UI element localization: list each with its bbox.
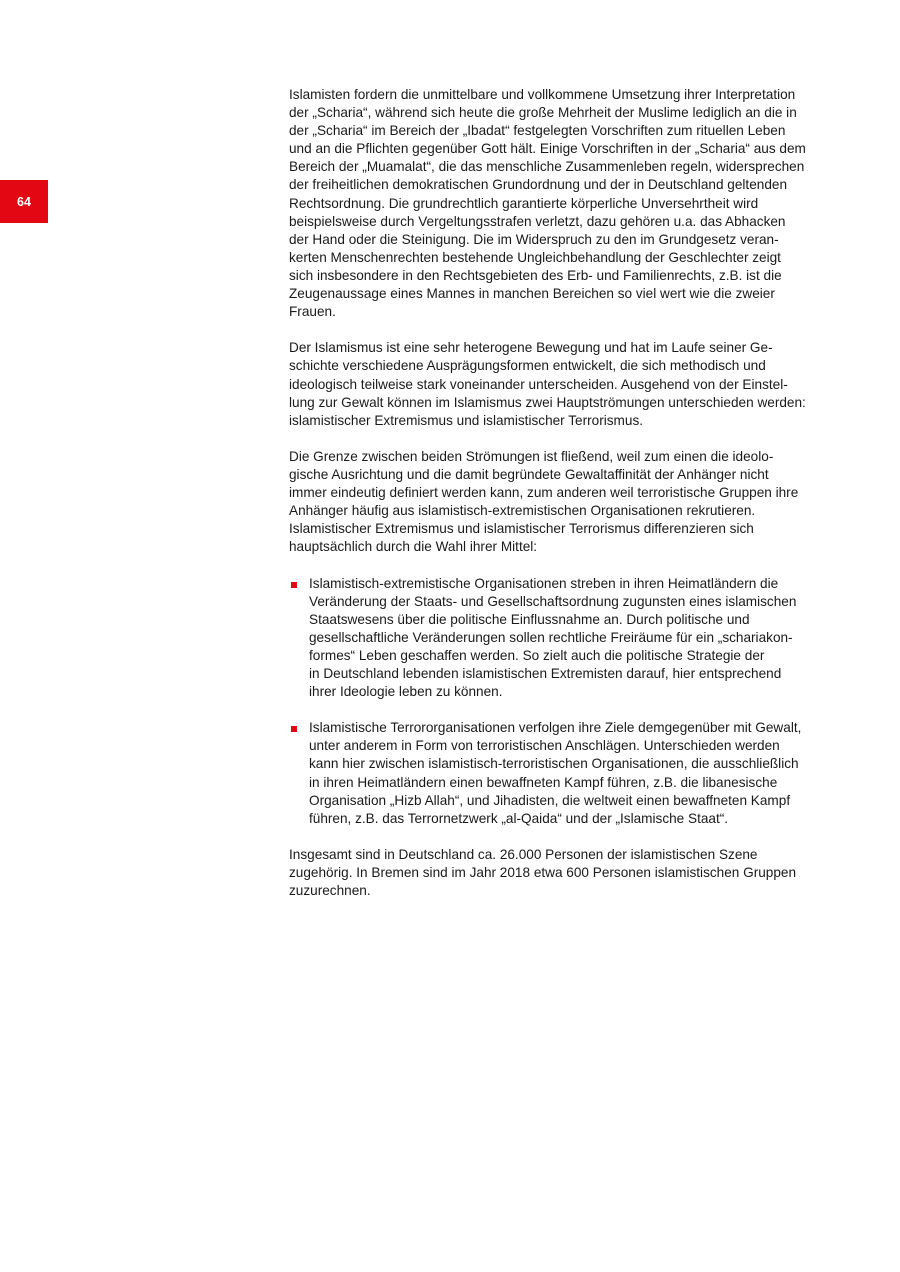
text-line: der freiheitlichen demokratischen Grundordnung und der in Deutschland geltenden [289,177,788,193]
closing-paragraph [289,846,837,900]
text-line: formes“ Leben geschaffen werden. So zielt auch die politische Strategie der [309,647,765,663]
text-line: Organisation „Hizb Allah“, und Jihadisten, die weltweit einen bewaffneten Kampf [309,792,791,808]
text-line: in Deutschland lebenden islamistischen Extremisten darauf, hier entsprechend [309,666,782,681]
text-line: ideologisch teilweise stark voneinander unterscheiden. Ausgehend von der Einstel- [289,376,788,392]
text-line: führen, z.B. das Terrornetzwerk „al-Qaida“ und der „Islamische Staat“. [309,810,729,826]
text-line: Zeugenaussage eines Mannes in manchen Bereichen so viel wert wie die zweier [289,286,775,302]
paragraph [289,339,837,429]
text-line: immer eindeutig definiert werden kann, zum anderen weil terroristische Gruppen ihre [289,485,799,501]
bullet-item [289,575,837,702]
intro-paragraphs [289,86,837,556]
text-line: Islamisten fordern die unmittelbare und vollkommene Umsetzung ihrer Interpretation [289,87,796,102]
text-line: Islamistische Terrororganisationen verfolgen ihre Ziele demgegenüber mit Gewalt, [309,720,802,736]
text-line: in ihren Heimatländern einen bewaffneten Kampf führen, z.B. die libanesische [309,774,778,790]
text-line: sich insbesondere in den Rechtsgebieten des Erb- und Familienrechts, z.B. ist die [289,267,782,283]
text-line: lung zur Gewalt können im Islamismus zwei Hauptströmungen unterschieden werden: [289,394,806,410]
text-line: Islamistischer Extremismus und islamistischer Terrorismus differenzieren sich [289,521,754,537]
paragraph [289,86,837,321]
text-line: hauptsächlich durch die Wahl ihrer Mittel: [289,539,538,555]
square-bullet-icon [291,582,297,588]
text-line: schichte verschiedene Ausprägungsformen entwickelt, die sich methodisch und [289,358,766,374]
text-line: zuzurechnen. [289,883,371,899]
text-line: ihrer Ideologie leben zu können. [309,684,503,700]
text-line: der Hand oder die Steinigung. Die im Widerspruch zu den im Grundgesetz veran- [289,231,779,247]
text-line: Staatswesens über die politische Einflussnahme an. Durch politische und [309,611,750,627]
text-line: Islamistisch-extremistische Organisationen streben in ihren Heimatländern die [309,575,779,591]
text-line: kerten Menschenrechten bestehende Ungleichbehandlung der Geschlechter zeigt [289,249,781,265]
text-line: Rechtsordnung. Die grundrechtlich garantierte körperliche Unversehrtheit wird [289,195,759,211]
text-line: gische Ausrichtung und die damit begründete Gewaltaffinität der Anhänger nicht [289,466,769,482]
page-number-tab [0,180,48,223]
square-bullet-icon [291,726,297,732]
bullet-item [289,719,837,828]
text-line: der „Scharia“, während sich heute die große Mehrheit der Muslime lediglich an die in [289,105,797,121]
text-line: islamistischer Extremismus und islamistischer Terrorismus. [289,412,644,428]
text-line: gesellschaftliche Veränderungen sollen rechtliche Freiräume für ein „schariakon- [309,629,793,645]
text-line: unter anderem in Form von terroristischen Anschlägen. Unterschieden werden [309,738,780,754]
text-line: Anhänger häufig aus islamistisch-extremistischen Organisationen rekrutieren. [289,503,756,519]
text-line: kann hier zwischen islamistisch-terroristischen Organisationen, die ausschließlich [309,756,799,772]
page-number: 64 [17,194,31,209]
text-line: Die Grenze zwischen beiden Strömungen ist fließend, weil zum einen die ideolo- [289,448,774,464]
text-line: Der Islamismus ist eine sehr heterogene Bewegung und hat im Laufe seiner Ge- [289,340,773,356]
text-line: Frauen. [289,304,336,320]
text-line: Insgesamt sind in Deutschland ca. 26.000 Personen der islamistischen Szene [289,846,758,862]
text-line: zugehörig. In Bremen sind im Jahr 2018 etwa 600 Personen islamistischen Gruppen [289,865,797,881]
text-line: beispielsweise durch Vergeltungsstrafen verletzt, dazu gehören u.a. das Abhacken [289,213,786,229]
text-line: Bereich der „Muamalat“, die das menschliche Zusammenleben regeln, widersprechen [289,159,805,175]
body-text [289,86,837,918]
text-line: der „Scharia“ im Bereich der „Ibadat“ festgelegten Vorschriften zum rituellen Leben [289,123,786,139]
paragraph [289,448,837,557]
text-line: und an die Pflichten gegenüber Gott hält. Einige Vorschriften in der „Scharia“ aus dem [289,141,806,157]
bullet-list [289,575,837,828]
text-line: Veränderung der Staats- und Gesellschaftsordnung zugunsten eines islamischen [309,593,797,609]
